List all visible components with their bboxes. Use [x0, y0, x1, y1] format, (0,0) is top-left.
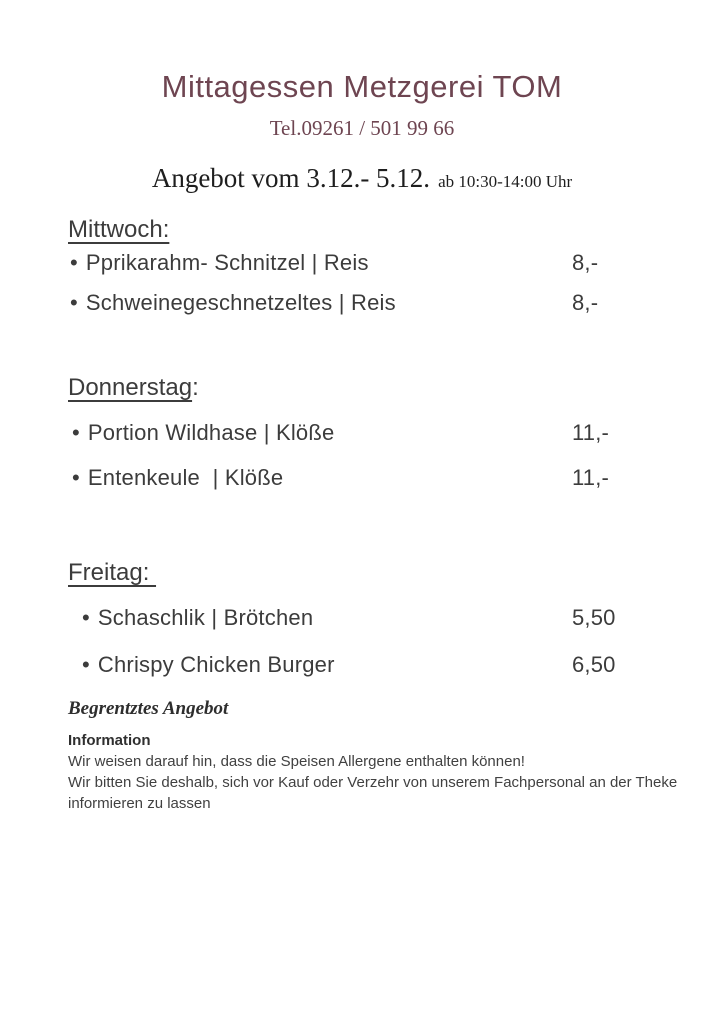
page-title: Mittagessen Metzgerei TOM [161, 69, 563, 104]
item-name: Entenkeule | Klöße [87, 465, 284, 490]
item-price: 8,- [572, 250, 599, 275]
item-price: 8,- [572, 290, 599, 315]
item-price: 11,- [572, 465, 610, 490]
offer-line [0, 162, 724, 199]
menu-item [68, 605, 684, 631]
menu-item [68, 420, 684, 446]
info-line-advice: Wir bitten Sie deshalb, sich vor Kauf oder Verzehr von unserem Fachpersonal an der Theke [68, 774, 678, 791]
day-heading-freitag [68, 558, 684, 588]
item-price: 5,50 [572, 605, 616, 630]
limited-offer-note: Begrentztes Angebot [68, 698, 229, 719]
bullet-icon: • [72, 465, 80, 490]
offer-hours: ab 10:30-14:00 Uhr [438, 172, 573, 191]
menu-item [68, 652, 684, 678]
day-heading-label: Mittwoch: [68, 216, 170, 243]
day-heading-label: Freitag: [68, 559, 157, 586]
info-line-allergens: Wir weisen darauf hin, dass die Speisen Allergene enthalten können! [68, 753, 525, 770]
bullet-icon: • [70, 250, 78, 275]
day-heading-suffix: : [192, 374, 199, 401]
bullet-icon: • [82, 605, 90, 630]
phone-number: Tel.09261 / 501 99 66 [269, 116, 455, 140]
item-price: 6,50 [572, 652, 616, 677]
item-name: Chrispy Chicken Burger [97, 652, 335, 677]
day-heading-donnerstag [68, 373, 684, 403]
information-heading: Information [68, 732, 151, 749]
menu-content [68, 215, 684, 812]
item-name: Pprikarahm- Schnitzel | Reis [85, 250, 369, 275]
item-name: Schweinegeschnetzeltes | Reis [85, 290, 396, 315]
menu-item [68, 250, 684, 276]
info-line-advice-cont: informieren zu lassen [68, 795, 211, 812]
item-name: Portion Wildhase | Klöße [87, 420, 335, 445]
menu-item [68, 290, 684, 316]
bullet-icon: • [70, 290, 78, 315]
menu-item [68, 465, 684, 491]
day-heading-mittwoch [68, 215, 684, 245]
bullet-icon: • [72, 420, 80, 445]
item-name: Schaschlik | Brötchen [97, 605, 314, 630]
offer-date-range: Angebot vom 3.12.- 5.12. [151, 163, 431, 193]
item-price: 11,- [572, 420, 610, 445]
day-heading-label: Donnerstag [68, 374, 193, 401]
bullet-icon: • [82, 652, 90, 677]
